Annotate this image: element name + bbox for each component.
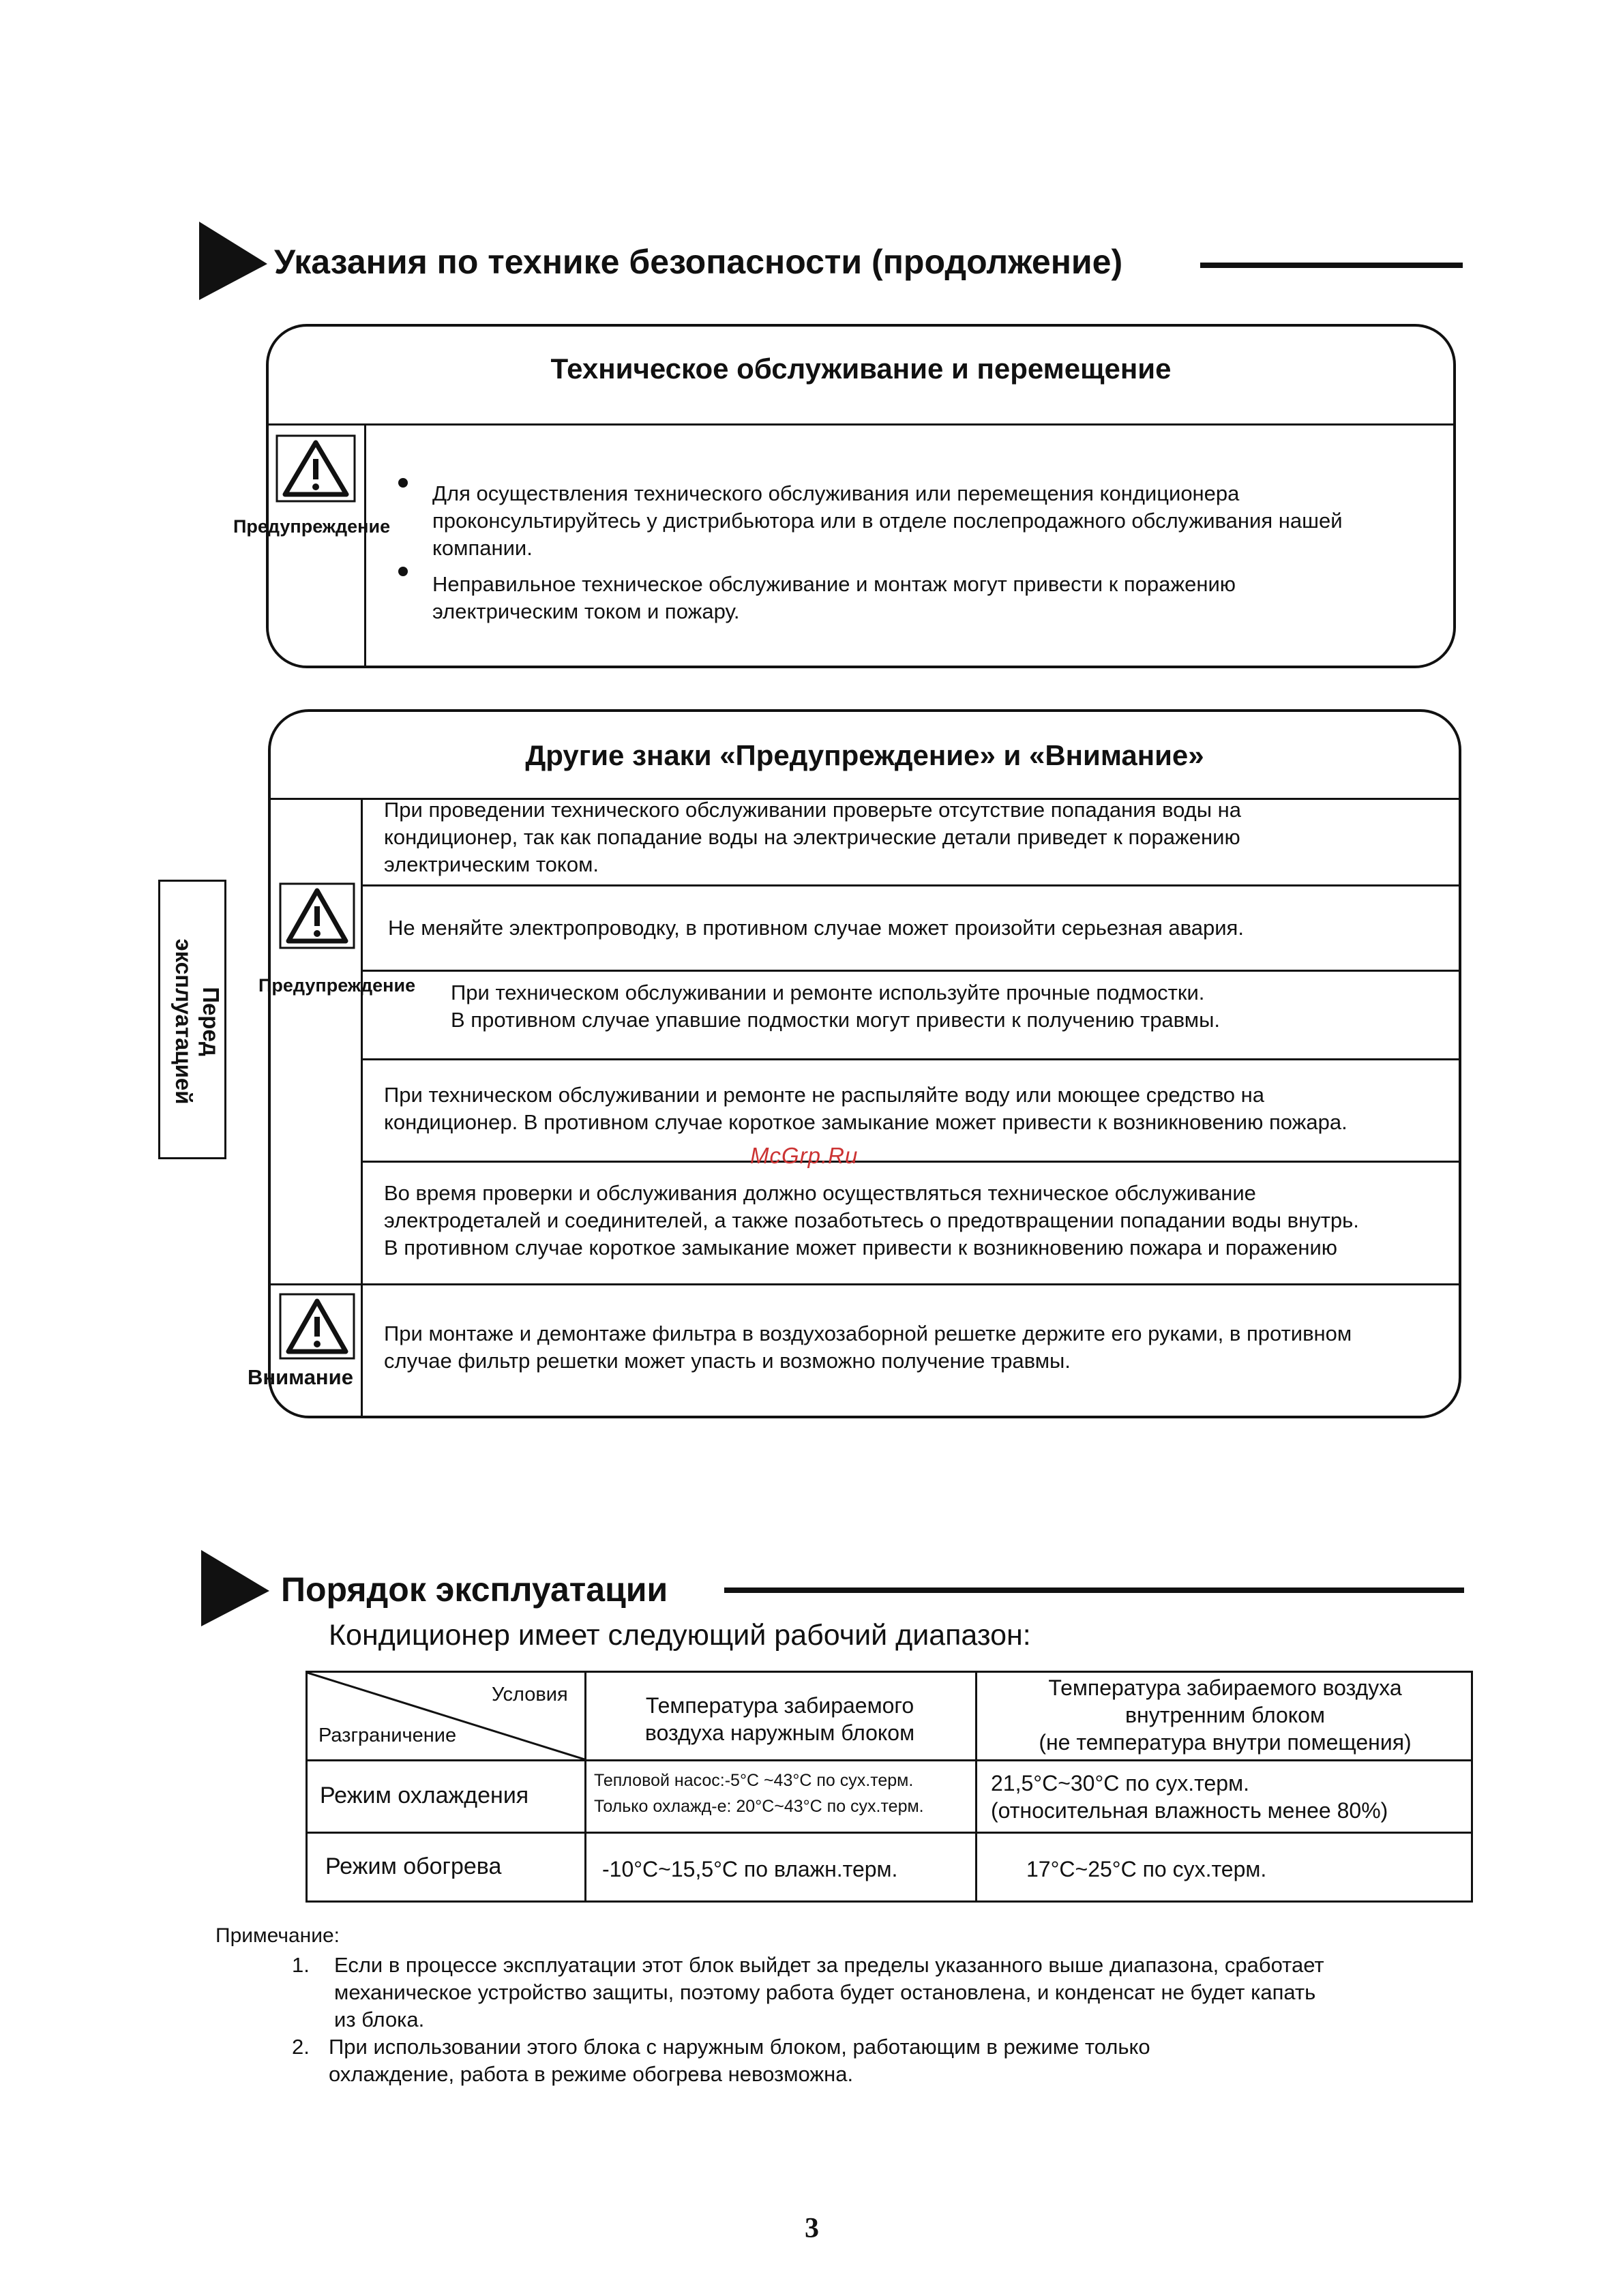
watermark: McGrp.Ru — [750, 1143, 859, 1168]
text-line: внутренним блоком — [1125, 1703, 1325, 1727]
text-line: При использовании этого блока с наружным блоком, работающим в режиме только — [329, 2035, 1150, 2059]
text-line: компании. — [432, 536, 533, 560]
text-line: В противном случае короткое замыкание может привести к возникновению пожара и поражению — [384, 1236, 1338, 1259]
other-signs-text-4 — [384, 1082, 1347, 1136]
section-rule — [724, 1587, 1464, 1593]
maintenance-box-title: Техническое обслуживание и перемещение — [550, 353, 1172, 385]
warning-triangle-icon — [276, 434, 356, 503]
notes-heading: Примечание: — [215, 1924, 340, 1947]
text-line: электродеталей и соединителей, а также позаботьтесь о предотвращении попадании воды внутрь. — [384, 1208, 1359, 1232]
note-number: 1. — [292, 1953, 310, 1977]
heating-outdoor: -10°C~15,5°C по влажн.терм. — [602, 1857, 898, 1881]
text-line: кондиционер, так как попадание воды на электрические детали приведет к поражению — [384, 825, 1240, 849]
row-divider — [361, 1058, 1459, 1060]
other-signs-text-2 — [388, 914, 1244, 942]
caution-triangle-icon — [279, 1293, 355, 1360]
warning-triangle-icon — [279, 882, 355, 949]
row-divider — [361, 970, 1459, 972]
table-divider — [308, 1759, 1471, 1761]
text-line: Неправильное техническое обслуживание и монтаж могут привести к поражению — [432, 572, 1236, 596]
section-arrow-icon — [199, 222, 267, 300]
side-tab-label — [170, 902, 224, 1141]
side-tab-line: эксплуатацией — [171, 938, 196, 1105]
section-title-operation: Порядок эксплуатации — [281, 1570, 668, 1609]
row-divider — [361, 884, 1459, 886]
mode-heating: Режим обогрева — [325, 1853, 502, 1879]
text-line: Тепловой насос:-5°C ~43°C по сух.терм. — [594, 1771, 914, 1790]
other-signs-box-title: Другие знаки «Предупреждение» и «Внимание» — [525, 739, 1204, 771]
text-line: При техническом обслуживании и ремонте не распыляйте воду или моющее средство на — [384, 1083, 1265, 1107]
text-line: Если в процессе эксплуатации этот блок выйдет за пределы указанного выше диапазона, сработает — [334, 1953, 1324, 1977]
text-line: Температура забираемого — [645, 1693, 914, 1718]
text-line: случае фильтр решетки может упасть и возможно получение травмы. — [384, 1349, 1071, 1373]
table-divider — [308, 1832, 1471, 1834]
other-signs-text-1 — [384, 796, 1241, 878]
header-indoor — [975, 1674, 1475, 1756]
row-divider — [361, 1161, 1459, 1163]
section-arrow-icon — [201, 1550, 269, 1626]
other-signs-text-3 — [451, 979, 1220, 1034]
other-signs-box — [248, 709, 1461, 1418]
maintenance-text-1 — [432, 480, 1343, 562]
other-signs-text-5 — [384, 1180, 1359, 1262]
text-line: 21,5°C~30°C по сух.терм. — [991, 1771, 1249, 1795]
text-line: Во время проверки и обслуживания должно осуществляться техническое обслуживание — [384, 1181, 1256, 1205]
header-outdoor — [584, 1692, 975, 1746]
note-number: 2. — [292, 2035, 310, 2059]
text-line: электрическим током и пожару. — [432, 599, 740, 623]
text-line: При проведении технического обслуживании проверьте отсутствие попадания воды на — [384, 798, 1241, 822]
box-divider — [269, 423, 1453, 426]
text-line: охлаждение, работа в режиме обогрева невозможна. — [329, 2062, 854, 2086]
text-line: В противном случае упавшие подмостки могут привести к получению травмы. — [451, 1008, 1221, 1032]
box-divider — [361, 798, 363, 1416]
text-line: проконсультируйтесь у дистрибьютора или в отделе послепродажного обслуживания нашей — [432, 509, 1343, 533]
text-line: механическое устройство защиты, поэтому работа будет остановлена, и конденсат не будет капать — [334, 1980, 1316, 2004]
text-line: Только охлажд-е: 20°C~43°C по сух.терм. — [594, 1797, 924, 1816]
page-number: 3 — [805, 2213, 819, 2244]
bullet — [398, 567, 408, 576]
text-line: из блока. — [334, 2008, 425, 2031]
note-1 — [334, 1952, 1324, 2033]
operation-subtitle: Кондиционер имеет следующий рабочий диапазон: — [329, 1619, 1031, 1652]
side-tab-line: Перед — [198, 987, 224, 1056]
text-line: При монтаже и демонтаже фильтра в воздухозаборной решетке держите его руками, в противном — [384, 1322, 1352, 1345]
caution-label: Внимание — [248, 1365, 353, 1389]
box-divider — [364, 423, 366, 666]
cooling-outdoor — [594, 1768, 924, 1819]
text-line: (не температура внутри помещения) — [1039, 1730, 1412, 1755]
cooling-indoor — [991, 1770, 1388, 1824]
text-line: Температура забираемого воздуха — [1048, 1675, 1402, 1700]
section-title-safety: Указания по технике безопасности (продолжение) — [274, 243, 1123, 281]
section-rule — [1200, 263, 1463, 268]
bullet — [398, 478, 408, 488]
other-signs-text-6 — [384, 1320, 1352, 1375]
text-line: При техническом обслуживании и ремонте используйте прочные подмостки. — [451, 981, 1205, 1004]
text-line: воздуха наружным блоком — [644, 1720, 915, 1745]
corner-conditions: Условия — [492, 1684, 568, 1705]
text-line: Не меняйте электропроводку, в противном случае может произойти серьезная авария. — [388, 916, 1244, 940]
heating-indoor: 17°C~25°C по сух.терм. — [1026, 1857, 1267, 1881]
text-line: электрическим током. — [384, 852, 599, 876]
operating-range-table — [306, 1671, 1473, 1903]
maintenance-box — [233, 324, 1456, 668]
text-line: Для осуществления технического обслуживания или перемещения кондиционера — [432, 481, 1240, 505]
row-divider — [271, 1283, 1459, 1285]
side-tab — [158, 880, 226, 1159]
note-2 — [329, 2033, 1150, 2088]
maintenance-text-2 — [432, 571, 1236, 625]
mode-cooling: Режим охлаждения — [320, 1783, 529, 1808]
corner-distinction: Разграничение — [318, 1725, 457, 1746]
warning-label: Предупреждение — [233, 516, 391, 537]
text-line: (относительная влажность менее 80%) — [991, 1798, 1388, 1823]
warning-label: Предупреждение — [258, 975, 416, 996]
text-line: кондиционер. В противном случае короткое замыкание может привести к возникновению пожара. — [384, 1110, 1347, 1134]
